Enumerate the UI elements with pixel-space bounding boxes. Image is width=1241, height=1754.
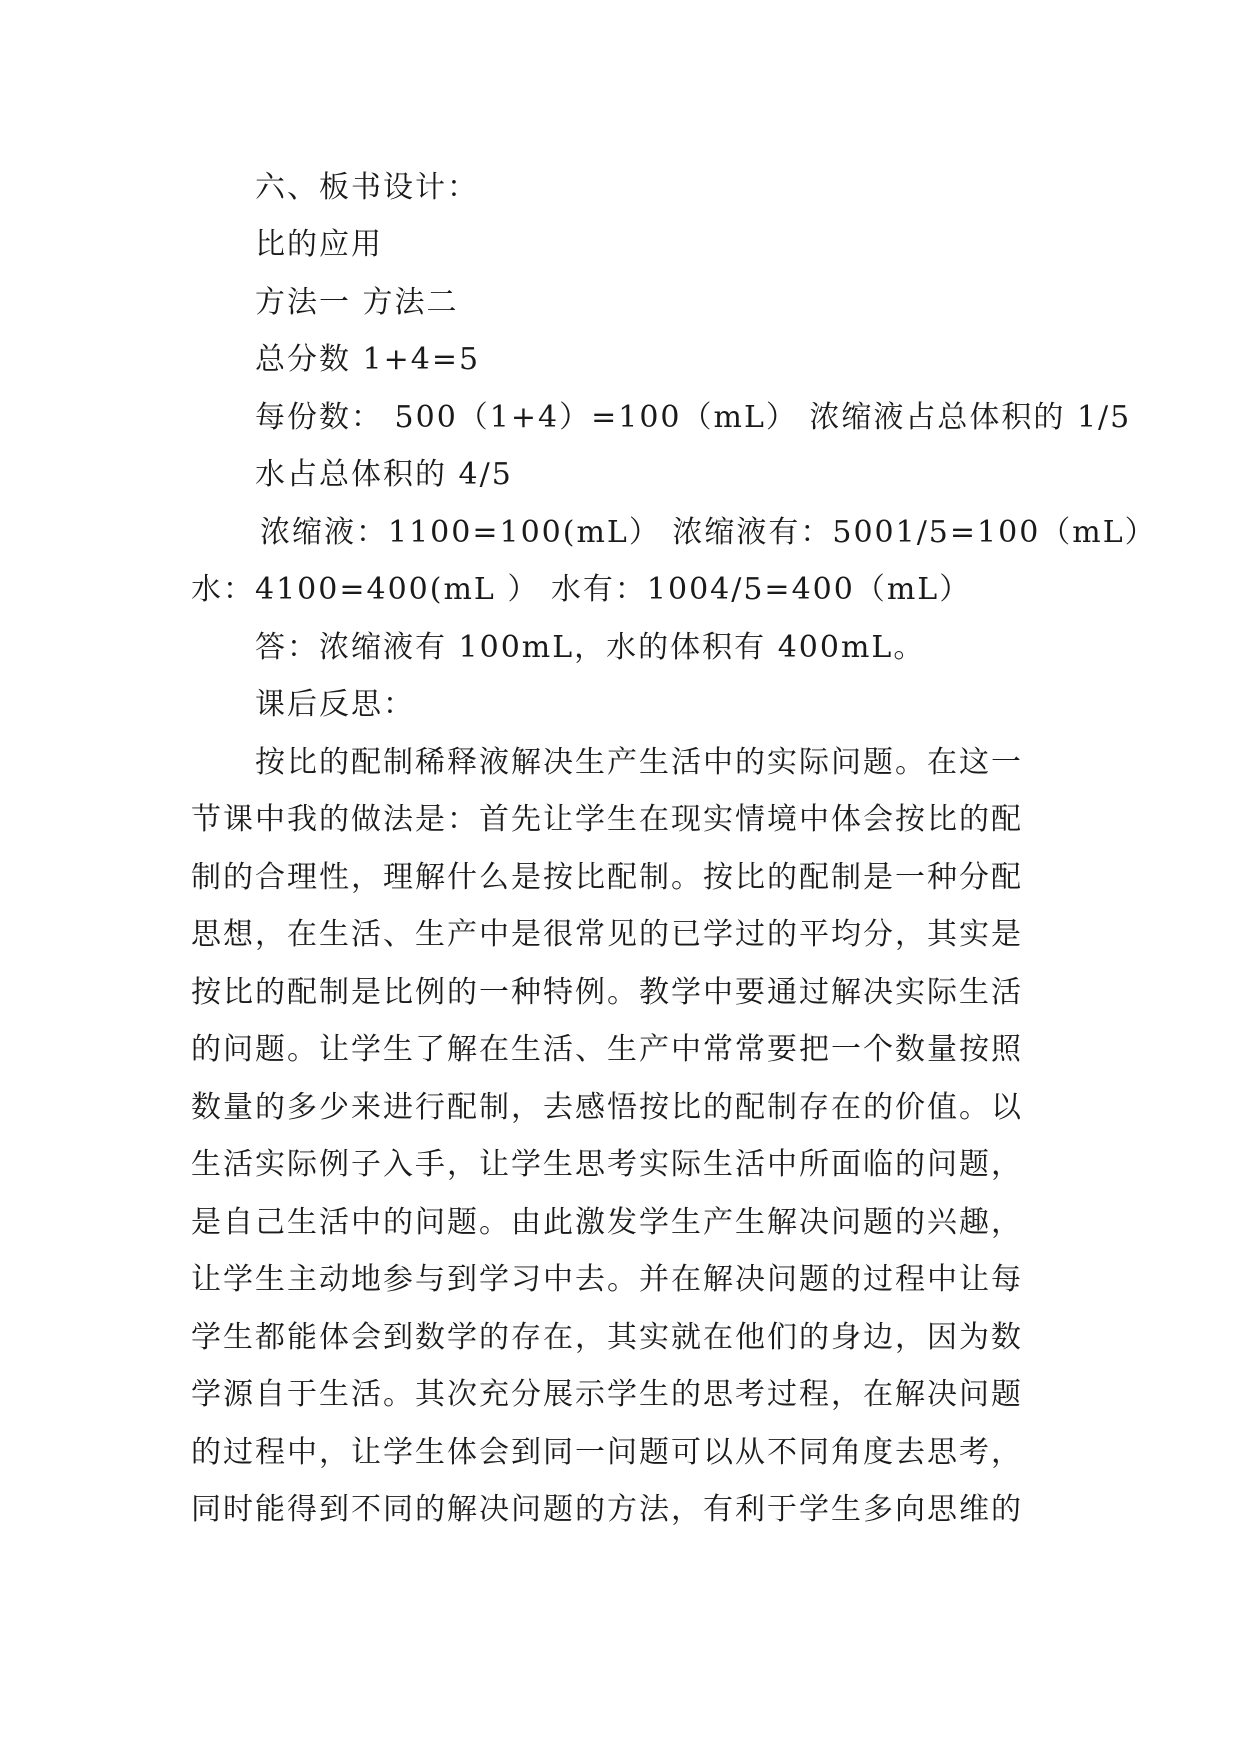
reflection-line: 数量的多少来进行配制，去感悟按比的配制存在的价值。以 bbox=[191, 1090, 1023, 1125]
reflection-line: 制的合理性，理解什么是按比配制。按比的配制是一种分配 bbox=[191, 860, 1023, 895]
reflection-line: 的过程中，让学生体会到同一问题可以从不同角度去思考， bbox=[191, 1435, 1023, 1470]
reflection-line: 让学生主动地参与到学习中去。并在解决问题的过程中让每 bbox=[191, 1262, 1023, 1297]
reflection-line: 学源自于生活。其次充分展示学生的思考过程，在解决问题 bbox=[191, 1377, 1023, 1412]
reflection-line: 是自己生活中的问题。由此激发学生产生解决问题的兴趣， bbox=[191, 1205, 1023, 1240]
board-design-water-line: 水：4100=400(mL ） 水有：1004/5=400（mL） bbox=[191, 572, 972, 607]
board-design-water-fraction: 水占总体积的 4/5 bbox=[255, 457, 513, 492]
board-design-title: 比的应用 bbox=[255, 227, 383, 262]
board-design-concentrate-line: 浓缩液：1100=100(mL） 浓缩液有：5001/5=100（mL） bbox=[260, 515, 1157, 550]
reflection-line: 按比的配制稀释液解决生产生活中的实际问题。在这一 bbox=[255, 745, 1023, 780]
reflection-line: 思想，在生活、生产中是很常见的已学过的平均分，其实是 bbox=[191, 917, 1023, 952]
reflection-line: 生活实际例子入手，让学生思考实际生活中所面临的问题， bbox=[191, 1147, 1023, 1182]
reflection-line: 同时能得到不同的解决问题的方法，有利于学生多向思维的 bbox=[191, 1492, 1023, 1527]
board-design-total-parts: 总分数 1+4=5 bbox=[255, 342, 481, 377]
board-design-per-part: 每份数： 500（1+4）=100（mL） 浓缩液占总体积的 1/5 bbox=[255, 400, 1132, 435]
board-design-heading: 六、板书设计： bbox=[255, 170, 479, 205]
reflection-line: 节课中我的做法是：首先让学生在现实情境中体会按比的配 bbox=[191, 802, 1023, 837]
reflection-line: 学生都能体会到数学的存在，其实就在他们的身边，因为数 bbox=[191, 1320, 1023, 1355]
reflection-line: 按比的配制是比例的一种特例。教学中要通过解决实际生活 bbox=[191, 975, 1023, 1010]
reflection-line: 的问题。让学生了解在生活、生产中常常要把一个数量按照 bbox=[191, 1032, 1023, 1067]
board-design-answer: 答：浓缩液有 100mL，水的体积有 400mL。 bbox=[255, 630, 926, 665]
board-design-methods: 方法一 方法二 bbox=[255, 285, 459, 320]
reflection-heading: 课后反思： bbox=[255, 687, 415, 722]
